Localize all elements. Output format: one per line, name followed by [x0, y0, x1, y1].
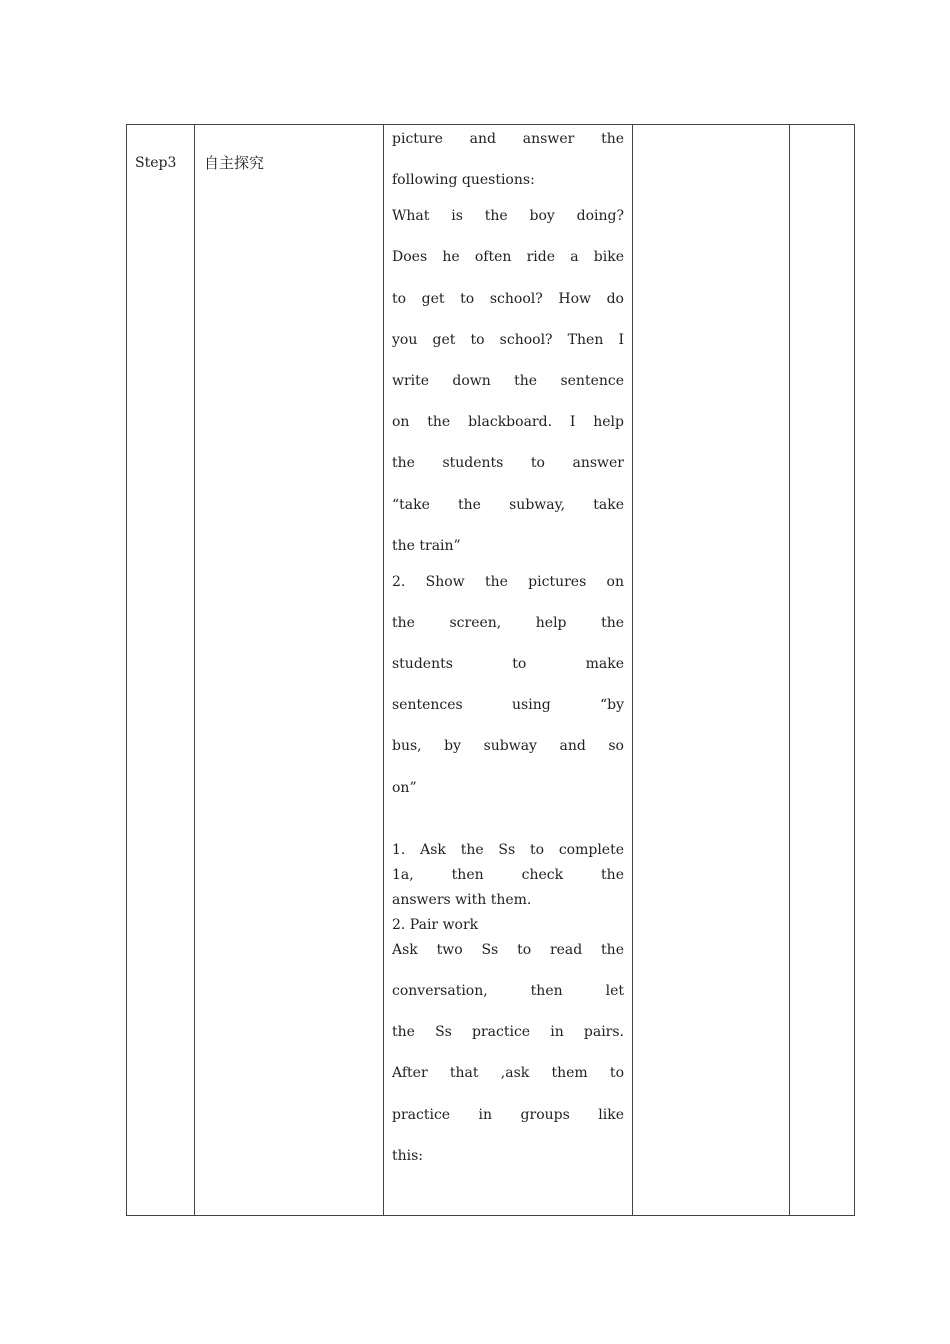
- stage-label: 自主探究: [204, 154, 265, 172]
- lesson-plan-table: [126, 124, 855, 1216]
- procedure-line: Does he often ride a bike: [392, 249, 624, 266]
- procedure-line: 1a, then check the: [392, 866, 624, 883]
- table-row: [127, 125, 855, 1216]
- step-cell: [127, 125, 195, 1216]
- procedure-line: following questions:: [392, 172, 535, 189]
- procedure-line: bus, by subway and so: [392, 738, 624, 755]
- procedure-line: students to make: [392, 656, 624, 673]
- procedure-line: 2. Show the pictures on: [392, 573, 624, 590]
- procedure-line: to get to school? How do: [392, 290, 624, 307]
- procedure-line: answers with them.: [392, 891, 532, 908]
- procedure-cell: [384, 125, 633, 1216]
- notes-cell: [790, 125, 855, 1216]
- procedure-line: you get to school? Then I: [392, 331, 624, 348]
- procedure-line: Ask two Ss to read the: [392, 941, 624, 958]
- procedure-line: conversation, then let: [392, 983, 624, 999]
- procedure-line: practice in groups like: [392, 1106, 624, 1123]
- procedure-line: the Ss practice in pairs.: [392, 1024, 624, 1041]
- procedure-line: picture and answer the: [392, 131, 624, 147]
- procedure-line: sentences using “by: [392, 697, 624, 714]
- procedure-line: this:: [392, 1147, 424, 1164]
- procedure-line: on the blackboard. I help: [392, 414, 624, 431]
- stage-cell: [195, 125, 384, 1216]
- procedure-line: 2. Pair work: [392, 916, 479, 933]
- procedure-line: the screen, help the: [392, 614, 624, 631]
- procedure-line: “take the subway, take: [392, 496, 624, 513]
- procedure-line: on”: [392, 779, 417, 796]
- procedure-line: the train”: [392, 537, 461, 554]
- procedure-line: What is the boy doing?: [392, 208, 624, 225]
- section-spacer: [392, 819, 624, 840]
- procedure-line: write down the sentence: [392, 372, 624, 389]
- procedure-line: 1. Ask the Ss to complete: [392, 841, 624, 858]
- procedure-line: the students to answer: [392, 455, 624, 472]
- procedure-line: After that ,ask them to: [392, 1065, 624, 1082]
- student-activity-cell: [633, 125, 790, 1216]
- step-label: Step3: [135, 155, 177, 171]
